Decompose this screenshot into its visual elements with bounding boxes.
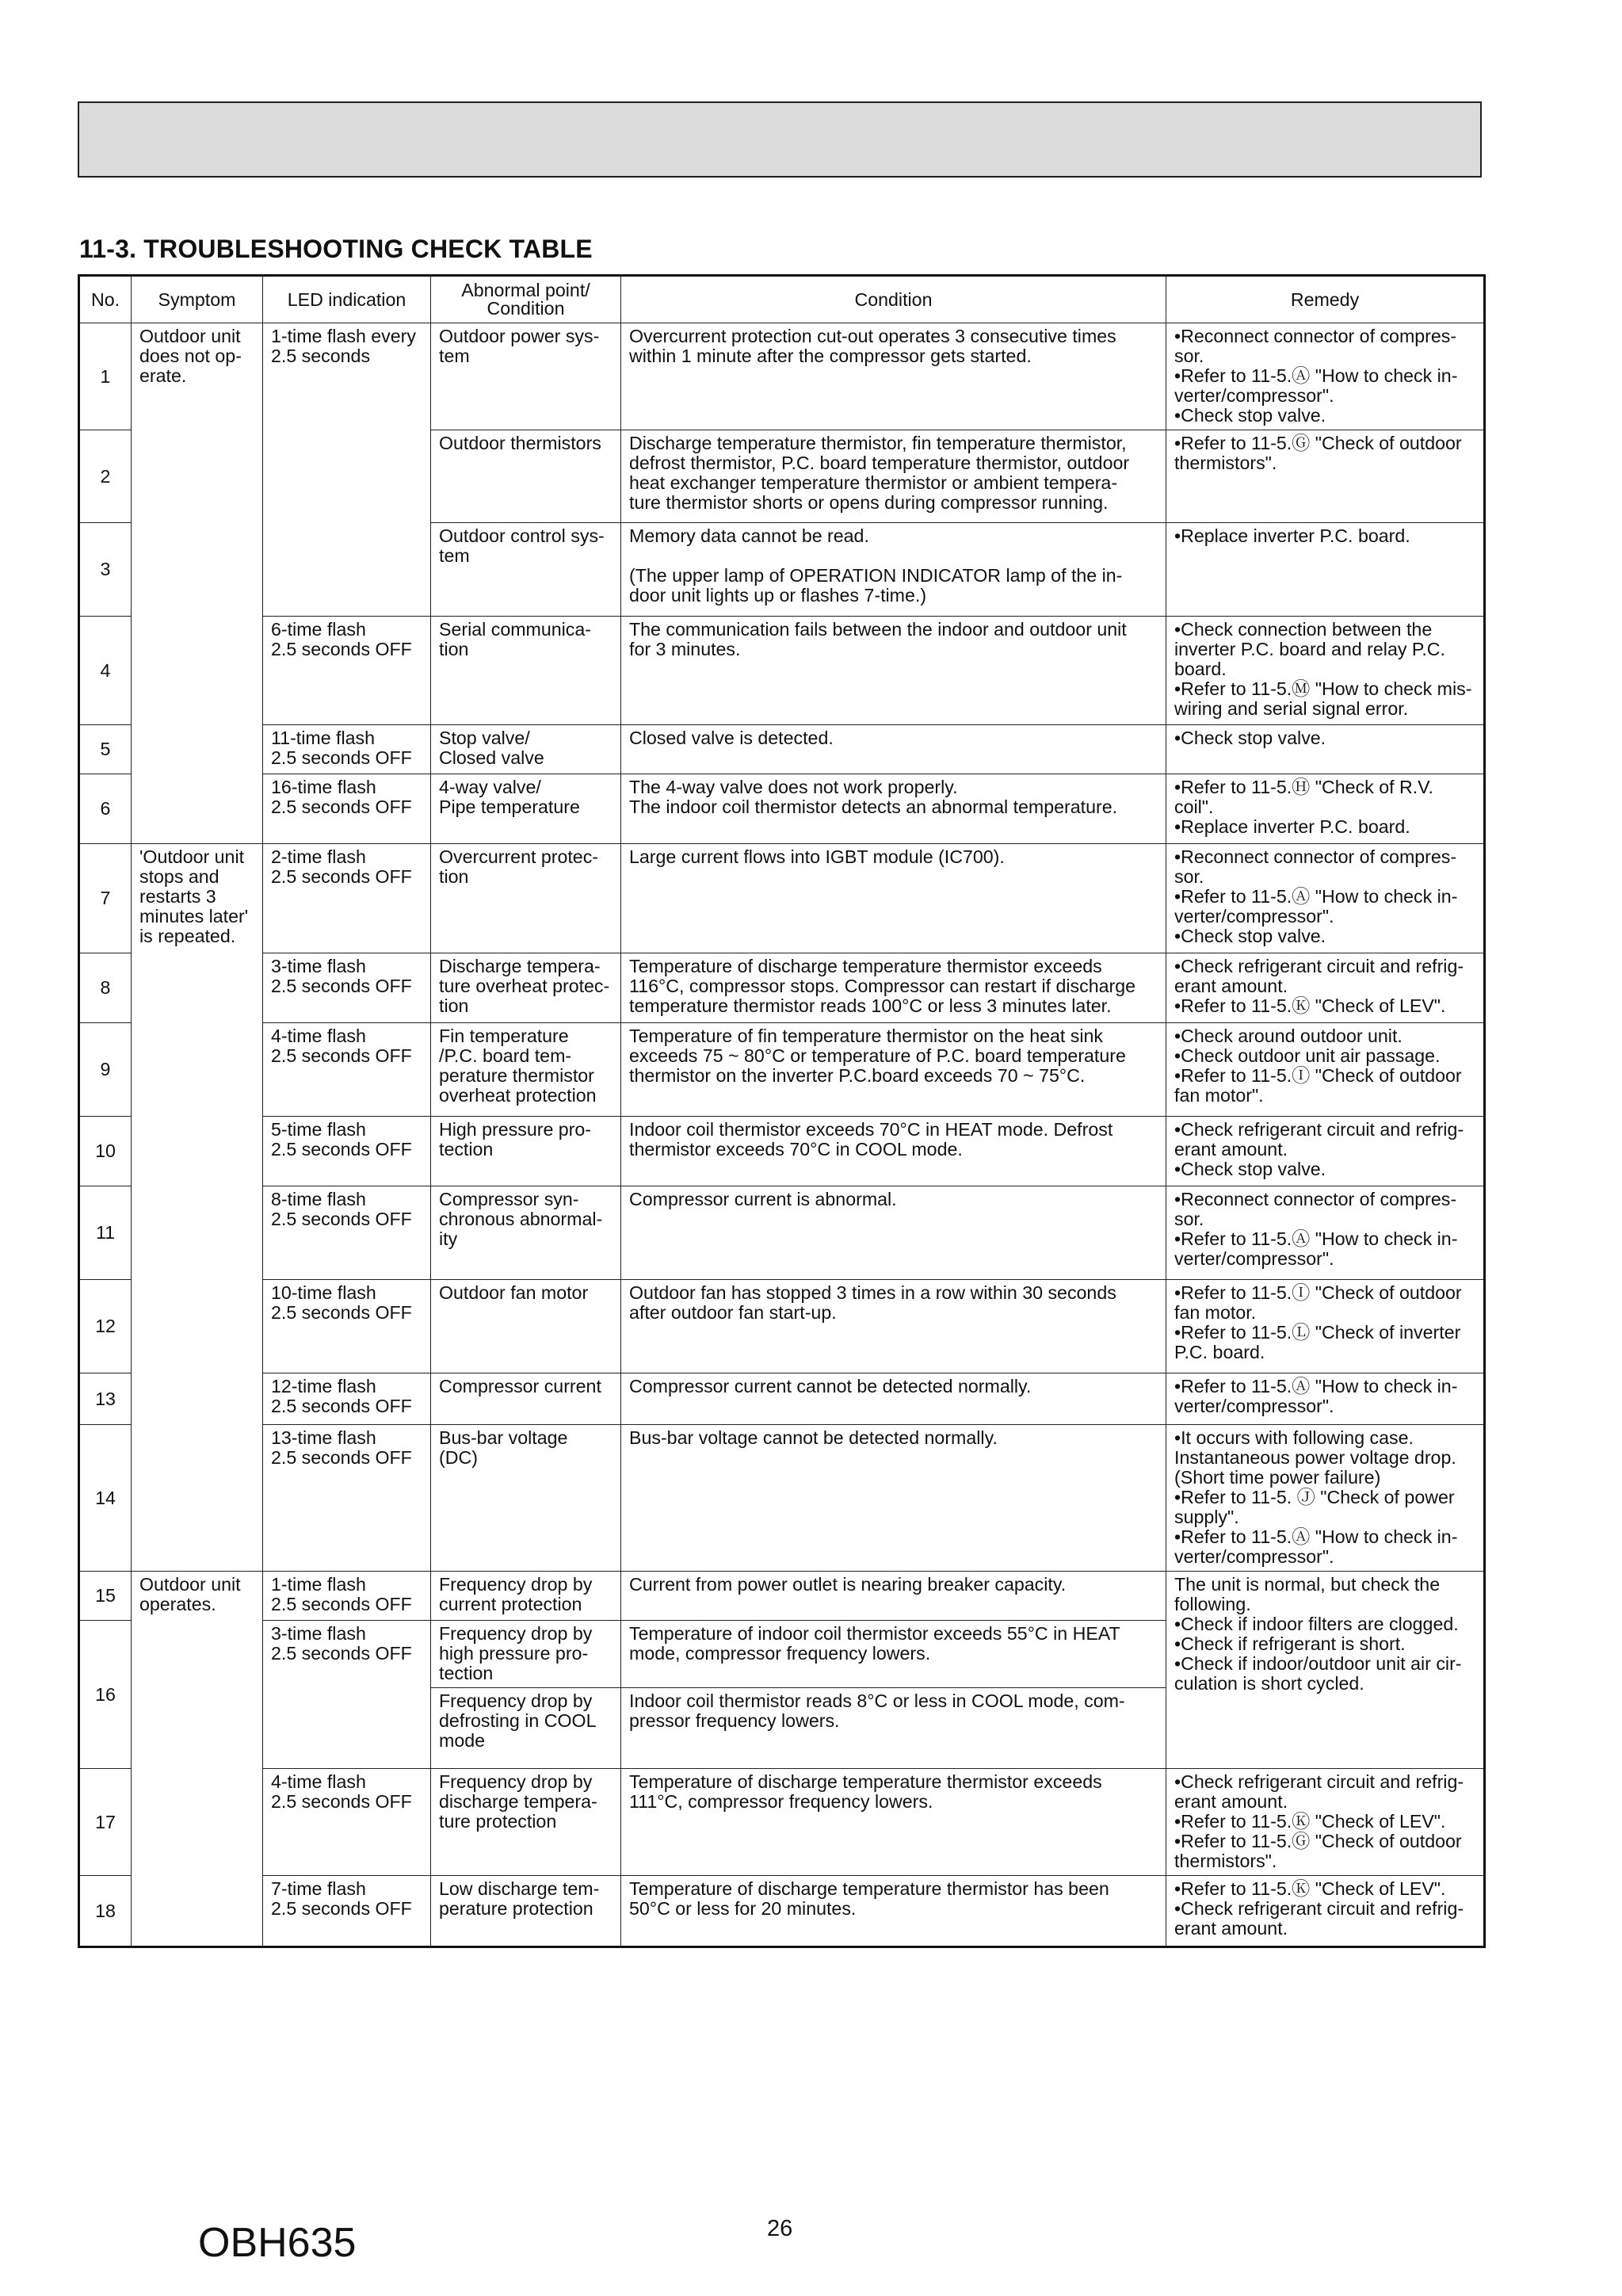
- table-row: [79, 323, 1485, 430]
- model-code: OBH635: [198, 2220, 357, 2266]
- condition-cell: Memory data cannot be read. (The upper lamp of OPERATION INDICATOR lamp of the in- door unit lights up or flashes 7-time.): [621, 523, 1166, 617]
- led-cell: 10-time flash 2.5 seconds OFF: [263, 1280, 431, 1373]
- row-number: 17: [79, 1769, 132, 1876]
- condition-cell: Temperature of discharge temperature thermistor exceeds 111°C, compressor frequency lowers.: [621, 1769, 1166, 1876]
- row-number: 9: [79, 1023, 132, 1117]
- abnormal-point-cell: Outdoor control sys- tem: [431, 523, 621, 617]
- abnormal-point-cell: Frequency drop by discharge tempera- ture protection: [431, 1769, 621, 1876]
- symptom-cell: Outdoor unit does not op- erate.: [132, 323, 263, 844]
- abnormal-point-cell: Bus-bar voltage (DC): [431, 1425, 621, 1572]
- remedy-cell: •Check stop valve.: [1166, 725, 1485, 774]
- led-cell: 7-time flash 2.5 seconds OFF: [263, 1876, 431, 1947]
- row-number: 12: [79, 1280, 132, 1373]
- row-number: 5: [79, 725, 132, 774]
- row-number: 4: [79, 617, 132, 725]
- abnormal-point-cell: Outdoor fan motor: [431, 1280, 621, 1373]
- row-number: 14: [79, 1425, 132, 1572]
- table-row: [79, 1186, 1485, 1280]
- condition-cell: The 4-way valve does not work properly. The indoor coil thermistor detects an abnormal temperature.: [621, 774, 1166, 844]
- remedy-cell: •Refer to 11-5.Ⓐ "How to check in- verter/compressor".: [1166, 1373, 1485, 1425]
- symptom-cell: Outdoor unit operates.: [132, 1572, 263, 1947]
- condition-cell: Indoor coil thermistor exceeds 70°C in HEAT mode. Defrost thermistor exceeds 70°C in COOL mode.: [621, 1117, 1166, 1186]
- remedy-cell: •Reconnect connector of compres- sor. •Refer to 11-5.Ⓐ "How to check in- verter/compressor".: [1166, 1186, 1485, 1280]
- header-condition: Condition: [621, 276, 1166, 323]
- table-row: [79, 1769, 1485, 1876]
- table-row: [79, 1117, 1485, 1186]
- troubleshooting-table-wrap: [78, 274, 1483, 1948]
- troubleshooting-table: [78, 274, 1486, 1948]
- section-title: 11-3. TROUBLESHOOTING CHECK TABLE: [79, 235, 593, 263]
- table-header-row: [79, 276, 1485, 323]
- led-cell: 3-time flash 2.5 seconds OFF: [263, 1621, 431, 1769]
- condition-cell: Bus-bar voltage cannot be detected normally.: [621, 1425, 1166, 1572]
- table-row: [79, 1023, 1485, 1117]
- condition-cell: Temperature of fin temperature thermistor on the heat sink exceeds 75 ~ 80°C or temperature of P.C. board temperature thermistor on the inverter P.C.board exceeds 70 ~ 75°C.: [621, 1023, 1166, 1117]
- led-cell: 2-time flash 2.5 seconds OFF: [263, 844, 431, 953]
- remedy-cell: •Refer to 11-5.Ⓗ "Check of R.V. coil". •Replace inverter P.C. board.: [1166, 774, 1485, 844]
- remedy-cell: •It occurs with following case. Instantaneous power voltage drop. (Short time power failure) •Refer to 11-5. Ⓙ "Check of power supply". •Refer to 11-5.Ⓐ "How to check in- verter/compressor".: [1166, 1425, 1485, 1572]
- abnormal-point-cell: Serial communica- tion: [431, 617, 621, 725]
- led-cell: 13-time flash 2.5 seconds OFF: [263, 1425, 431, 1572]
- remedy-cell: The unit is normal, but check the following. •Check if indoor filters are clogged. •Check if refrigerant is short. •Check if indoor/outdoor unit air cir- culation is short cycled.: [1166, 1572, 1485, 1769]
- remedy-cell: •Refer to 11-5.Ⓚ "Check of LEV". •Check refrigerant circuit and refrig- erant amount.: [1166, 1876, 1485, 1947]
- condition-cell: Temperature of discharge temperature thermistor exceeds 116°C, compressor stops. Compressor can restart if discharge temperature thermistor reads 100°C or less 3 minutes later.: [621, 953, 1166, 1023]
- remedy-cell: •Replace inverter P.C. board.: [1166, 523, 1485, 617]
- led-cell: 8-time flash 2.5 seconds OFF: [263, 1186, 431, 1280]
- row-number: 16: [79, 1621, 132, 1769]
- row-number: 2: [79, 430, 132, 523]
- table-row: [79, 774, 1485, 844]
- abnormal-point-cell: Stop valve/ Closed valve: [431, 725, 621, 774]
- condition-cell: Large current flows into IGBT module (IC700).: [621, 844, 1166, 953]
- led-cell: 16-time flash 2.5 seconds OFF: [263, 774, 431, 844]
- row-number: 7: [79, 844, 132, 953]
- led-cell: 12-time flash 2.5 seconds OFF: [263, 1373, 431, 1425]
- abnormal-point-cell: Frequency drop by defrosting in COOL mode: [431, 1688, 621, 1769]
- condition-cell: Outdoor fan has stopped 3 times in a row within 30 seconds after outdoor fan start-up.: [621, 1280, 1166, 1373]
- symptom-cell: 'Outdoor unit stops and restarts 3 minutes later' is repeated.: [132, 844, 263, 1572]
- remedy-cell: •Check around outdoor unit. •Check outdoor unit air passage. •Refer to 11-5.Ⓘ "Check of outdoor fan motor".: [1166, 1023, 1485, 1117]
- condition-cell: Discharge temperature thermistor, fin temperature thermistor, defrost thermistor, P.C. board temperature thermistor, outdoor heat exchanger temperature thermistor or ambient tempera- ture thermistor shorts or opens during compressor running.: [621, 430, 1166, 523]
- header-remedy: Remedy: [1166, 276, 1485, 323]
- abnormal-point-cell: Low discharge tem- perature protection: [431, 1876, 621, 1947]
- header-abnormal-point: Abnormal point/ Condition: [431, 276, 621, 323]
- remedy-cell: •Check refrigerant circuit and refrig- erant amount. •Refer to 11-5.Ⓚ "Check of LEV". •Refer to 11-5.Ⓖ "Check of outdoor thermistors".: [1166, 1769, 1485, 1876]
- remedy-cell: •Check refrigerant circuit and refrig- erant amount. •Check stop valve.: [1166, 1117, 1485, 1186]
- led-cell: 6-time flash 2.5 seconds OFF: [263, 617, 431, 725]
- condition-cell: Overcurrent protection cut-out operates 3 consecutive times within 1 minute after the compressor gets started.: [621, 323, 1166, 430]
- condition-cell: Temperature of discharge temperature thermistor has been 50°C or less for 20 minutes.: [621, 1876, 1166, 1947]
- row-number: 3: [79, 523, 132, 617]
- page-number: 26: [767, 2216, 793, 2241]
- remedy-cell: •Reconnect connector of compres- sor. •Refer to 11-5.Ⓐ "How to check in- verter/compressor". •Check stop valve.: [1166, 323, 1485, 430]
- condition-cell: The communication fails between the indoor and outdoor unit for 3 minutes.: [621, 617, 1166, 725]
- table-row: [79, 1425, 1485, 1572]
- remedy-cell: •Check refrigerant circuit and refrig- erant amount. •Refer to 11-5.Ⓚ "Check of LEV".: [1166, 953, 1485, 1023]
- header-band: [78, 101, 1482, 178]
- condition-cell: Current from power outlet is nearing breaker capacity.: [621, 1572, 1166, 1621]
- row-number: 11: [79, 1186, 132, 1280]
- led-cell: 4-time flash 2.5 seconds OFF: [263, 1769, 431, 1876]
- header-led-indication: LED indication: [263, 276, 431, 323]
- table-row: [79, 844, 1485, 953]
- table-row: [79, 617, 1485, 725]
- table-row: [79, 1876, 1485, 1947]
- condition-cell: Closed valve is detected.: [621, 725, 1166, 774]
- row-number: 6: [79, 774, 132, 844]
- table-row: [79, 1572, 1485, 1621]
- row-number: 13: [79, 1373, 132, 1425]
- row-number: 18: [79, 1876, 132, 1947]
- led-cell: 3-time flash 2.5 seconds OFF: [263, 953, 431, 1023]
- led-cell: 11-time flash 2.5 seconds OFF: [263, 725, 431, 774]
- led-cell: 1-time flash every 2.5 seconds: [263, 323, 431, 617]
- abnormal-point-cell: Overcurrent protec- tion: [431, 844, 621, 953]
- abnormal-point-cell: Outdoor power sys- tem: [431, 323, 621, 430]
- row-number: 10: [79, 1117, 132, 1186]
- condition-cell: Indoor coil thermistor reads 8°C or less in COOL mode, com- pressor frequency lowers.: [621, 1688, 1166, 1769]
- abnormal-point-cell: 4-way valve/ Pipe temperature: [431, 774, 621, 844]
- remedy-cell: •Reconnect connector of compres- sor. •Refer to 11-5.Ⓐ "How to check in- verter/compressor". •Check stop valve.: [1166, 844, 1485, 953]
- row-number: 1: [79, 323, 132, 430]
- led-cell: 4-time flash 2.5 seconds OFF: [263, 1023, 431, 1117]
- abnormal-point-cell: Compressor syn- chronous abnormal- ity: [431, 1186, 621, 1280]
- table-row: [79, 725, 1485, 774]
- abnormal-point-cell: Compressor current: [431, 1373, 621, 1425]
- condition-cell: Temperature of indoor coil thermistor exceeds 55°C in HEAT mode, compressor frequency lowers.: [621, 1621, 1166, 1688]
- condition-cell: Compressor current is abnormal.: [621, 1186, 1166, 1280]
- table-row: [79, 1280, 1485, 1373]
- abnormal-point-cell: Discharge tempera- ture overheat protec- tion: [431, 953, 621, 1023]
- remedy-cell: •Refer to 11-5.Ⓘ "Check of outdoor fan motor. •Refer to 11-5.Ⓛ "Check of inverter P.C. board.: [1166, 1280, 1485, 1373]
- remedy-cell: •Refer to 11-5.Ⓖ "Check of outdoor thermistors".: [1166, 430, 1485, 523]
- table-row: [79, 953, 1485, 1023]
- header-no: No.: [79, 276, 132, 323]
- led-cell: 1-time flash 2.5 seconds OFF: [263, 1572, 431, 1621]
- abnormal-point-cell: Fin temperature /P.C. board tem- perature thermistor overheat protection: [431, 1023, 621, 1117]
- remedy-cell: •Check connection between the inverter P.C. board and relay P.C. board. •Refer to 11-5.Ⓜ "How to check mis- wiring and serial signal error.: [1166, 617, 1485, 725]
- table-row: [79, 1373, 1485, 1425]
- abnormal-point-cell: Frequency drop by current protection: [431, 1572, 621, 1621]
- abnormal-point-cell: Frequency drop by high pressure pro- tection: [431, 1621, 621, 1688]
- abnormal-point-cell: High pressure pro- tection: [431, 1117, 621, 1186]
- row-number: 8: [79, 953, 132, 1023]
- condition-cell: Compressor current cannot be detected normally.: [621, 1373, 1166, 1425]
- header-symptom: Symptom: [132, 276, 263, 323]
- row-number: 15: [79, 1572, 132, 1621]
- abnormal-point-cell: Outdoor thermistors: [431, 430, 621, 523]
- led-cell: 5-time flash 2.5 seconds OFF: [263, 1117, 431, 1186]
